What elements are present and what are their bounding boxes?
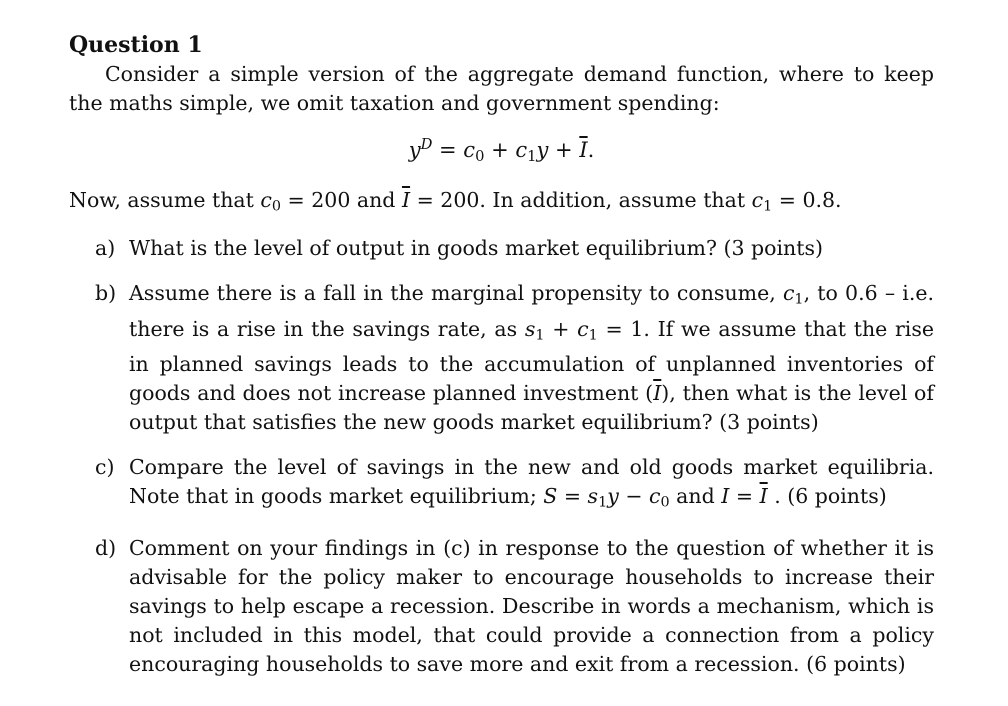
item-c-text-5: = — [729, 484, 760, 509]
item-c-I: I — [721, 484, 730, 509]
item-d-text: Comment on your findings in (c) in response to the question of whether it is advisable for the policy maker to encourage households to increase their savings to help escape a recession. Describe in words a mechanism, which is not included in this model, that could provide a connection from a policy encouraging households to save more and exit from a recession. (6 points) — [129, 536, 934, 677]
question-heading: Question 1 — [69, 32, 203, 58]
item-c-text-3: − — [618, 484, 650, 509]
assume-c0: c — [260, 187, 272, 212]
item-b-c1-sub: 1 — [794, 291, 804, 308]
item-c-s1: s — [587, 484, 599, 509]
item-b-text-5: ), then what is the level of output that satisfies the new goods market equilibrium? (3 points) — [129, 381, 934, 435]
item-a-text: What is the level of output in goods market equilibrium? (3 points) — [129, 236, 824, 261]
assume-text-3: = 200. In addition, assume that — [410, 187, 752, 212]
eq-investment-bar: $\overline{I}$ — [579, 138, 588, 163]
eq-plus-1: + — [484, 138, 516, 163]
item-c-y: y — [607, 484, 619, 509]
item-b — [69, 279, 934, 437]
item-c-text-6: . (6 points) — [767, 484, 887, 509]
item-b-c1b-sub: 1 — [588, 327, 598, 344]
aggregate-demand-equation — [69, 130, 934, 172]
item-b-c1b: c — [577, 316, 589, 341]
item-a — [69, 234, 934, 263]
item-b-s1: s — [524, 316, 536, 341]
eq-lhs-sup: D — [420, 136, 433, 153]
eq-lhs-var: y — [408, 138, 421, 163]
item-a-label: a) — [95, 236, 116, 261]
item-b-investment-bar: $\overline{I}$ — [653, 381, 662, 406]
item-b-text-4: = 1. If we assume that the rise in planned savings leads to the accumulation of unplanned inventories of goods and does not increase planned investment ( — [129, 316, 934, 406]
item-b-text-1: Assume there is a fall in the marginal propensity to consume, — [129, 281, 783, 306]
item-c-investment-bar: $\overline{I}$ — [759, 484, 768, 509]
item-b-text-2: , to 0.6 – i.e. there is a rise in the savings rate, as — [129, 281, 934, 341]
item-b-c1: c — [782, 281, 795, 306]
eq-y: y — [536, 138, 549, 163]
eq-c1: c — [515, 138, 528, 163]
question-items — [69, 234, 934, 679]
assumptions-line — [69, 186, 934, 222]
eq-c0-sub: 0 — [475, 147, 485, 165]
eq-end: . — [587, 138, 595, 163]
assume-text-2: = 200 and — [281, 187, 402, 212]
eq-plus-2: + — [548, 138, 580, 163]
item-c-text-4: and — [669, 484, 722, 509]
item-c-c0-sub: 0 — [660, 495, 670, 512]
assume-c1: c — [751, 187, 764, 212]
item-c — [69, 453, 934, 518]
assume-text-4: = 0.8. — [772, 187, 842, 212]
item-d-label: d) — [95, 536, 117, 561]
item-c-s1-sub: 1 — [598, 495, 608, 512]
item-d — [69, 534, 934, 679]
item-c-text-2: = — [557, 484, 588, 509]
question-document — [69, 30, 934, 695]
item-c-c0: c — [649, 484, 661, 509]
eq-c0: c — [463, 138, 476, 163]
eq-c1-sub: 1 — [527, 147, 537, 165]
item-c-S: S — [543, 484, 558, 509]
assume-text-1: Now, assume that — [69, 187, 261, 212]
item-b-s1-sub: 1 — [535, 327, 545, 344]
item-c-text-1: Compare the level of savings in the new and old goods market equilibria. Note that in goods market equilibrium; — [129, 455, 934, 509]
assume-c1-sub: 1 — [763, 198, 773, 215]
eq-sign: = — [432, 138, 464, 163]
item-c-label: c) — [95, 455, 115, 480]
assume-c0-sub: 0 — [271, 198, 282, 215]
item-b-text-3: + — [544, 316, 578, 341]
item-b-label: b) — [95, 281, 117, 306]
assume-investment-bar: $\overline{I}$ — [401, 187, 411, 212]
intro-paragraph: Consider a simple version of the aggregate demand function, where to keep the maths simple, we omit taxation and government spending: — [69, 62, 934, 115]
